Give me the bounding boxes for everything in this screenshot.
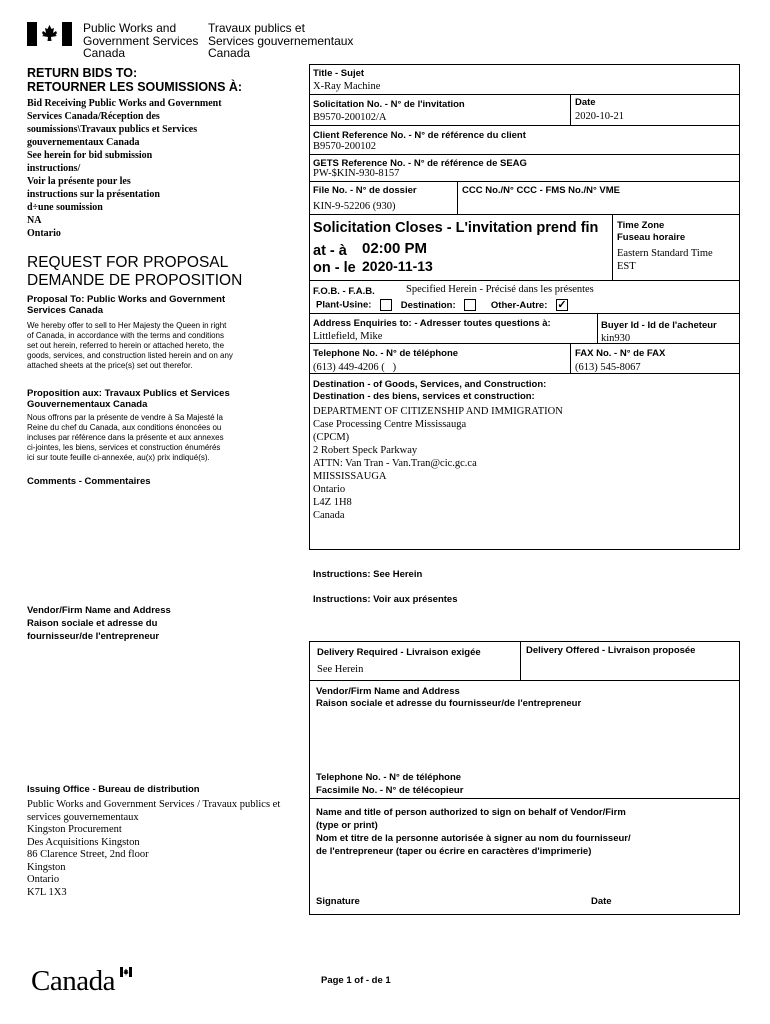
client-reference-value: B9570-200102 <box>313 141 376 152</box>
address-enquiries-value: Littlefield, Mike <box>313 331 383 342</box>
gets-reference-value: PW-$KIN-930-8157 <box>313 168 400 179</box>
canada-wordmark: Canada <box>31 965 115 997</box>
ccc-no-label: CCC No./N° CCC - FMS No./N° VME <box>462 185 621 196</box>
solicitation-no-label: Solicitation No. - N° de l'invitation <box>313 99 465 110</box>
request-for-proposal-title: REQUEST FOR PROPOSAL DEMANDE DE PROPOSITION <box>27 254 243 289</box>
solicitation-no-value: B9570-200102/A <box>313 112 387 123</box>
telephone-label: Telephone No. - N° de téléphone <box>313 348 459 359</box>
fax-value: (613) 545-8067 <box>575 362 641 373</box>
destination-goods-label: Destination - of Goods, Services, and Construction: Destination - des biens, services et construction: <box>313 379 547 402</box>
time-zone-value: Eastern Standard Time EST <box>617 248 713 272</box>
date-label: Date <box>575 97 596 108</box>
issuing-office-label: Issuing Office - Bureau de distribution <box>27 784 200 795</box>
department-name-fr: Travaux publics et Services gouvernementaux Canada <box>208 21 354 60</box>
file-no-label: File No. - N° de dossier <box>313 185 417 196</box>
proposal-to-text: We hereby offer to sell to Her Majesty the Queen in right of Canada, in accordance with the terms and conditions set out herein, referred to herein or attached hereto, the goods, services, and construction listed herein and on any attached sheets at the price(s) set out therefor. <box>27 321 233 370</box>
return-bids-address: Bid Receiving Public Works and Government Services Canada/Réception des soumissions\Travaux publics et Services gouvernementaux Canada See herein for bid submission instructions/ Voir la présente pour les instructions sur la présentation d÷une soumission NA Ontario <box>27 98 222 239</box>
authorized-signer-label: Name and title of person authorized to sign on behalf of Vendor/Firm (type or print) Nom et titre de la personne autorisée à signer au nom du fournisseur/ de l'entrepreneur (taper ou écrire en caractères d'imprimerie) <box>316 807 631 857</box>
closing-at-label: at - à <box>313 243 347 259</box>
proposal-to-label: Proposal To: Public Works and Government Services Canada <box>27 294 226 316</box>
delivery-required-label: Delivery Required - Livraison exigée <box>317 647 481 658</box>
date-value: 2020-10-21 <box>575 111 624 122</box>
closing-date-value: 2020-11-13 <box>362 258 433 274</box>
issuing-office-address: Public Works and Government Services / Travaux publics et services gouvernementaux Kingston Procurement Des Acquisitions Kingston 86 Clarence Street, 2nd floor Kingston Ontario K7L 1X3 <box>27 799 281 898</box>
other-autre-label: Other-Autre: <box>490 299 548 311</box>
plant-usine-checkbox[interactable] <box>380 299 392 311</box>
signature-label: Signature <box>316 896 360 907</box>
canada-flag-logo <box>27 22 72 46</box>
signature-date-label: Date <box>591 896 612 907</box>
plant-usine-label: Plant-Usine: <box>316 299 372 311</box>
closing-time-value: 02:00 PM <box>362 240 428 257</box>
closing-on-label: on - le <box>313 260 356 276</box>
vendor-fax-label: Facsimile No. - N° de télécopieur <box>316 785 464 796</box>
telephone-value: (613) 449-4206 ( ) <box>313 362 397 373</box>
fob-options <box>316 299 568 311</box>
buyer-id-value: kin930 <box>601 333 631 344</box>
file-no-value: KIN-9-52206 (930) <box>313 201 396 212</box>
fob-label: F.O.B. - F.A.B. <box>313 286 375 297</box>
vendor-firm-box-label: Vendor/Firm Name and Address Raison sociale et adresse du fournisseur/de l'entrepreneur <box>316 686 582 709</box>
comments-label: Comments - Commentaires <box>27 476 151 487</box>
solicitation-closes-title: Solicitation Closes - L'invitation prend fin <box>313 220 599 236</box>
return-bids-heading: RETURN BIDS TO: RETOURNER LES SOUMISSIONS À: <box>27 66 243 94</box>
destination-checkbox[interactable] <box>464 299 476 311</box>
fax-label: FAX No. - N° de FAX <box>575 348 666 359</box>
gets-reference-label: GETS Reference No. - N° de référence de SEAG <box>313 158 527 169</box>
buyer-id-label: Buyer Id - Id de l'acheteur <box>601 320 717 331</box>
delivery-offered-label: Delivery Offered - Livraison proposée <box>526 645 696 656</box>
instructions-en: Instructions: See Herein <box>313 569 423 580</box>
destination-address: DEPARTMENT OF CITIZENSHIP AND IMMIGRATION Case Processing Centre Mississauga (CPCM) 2 Robert Speck Parkway ATTN: Van Tran - Van.Tran@cic.gc.ca MIISSISSAUGA Ontario L4Z 1H8 Canada <box>313 406 563 521</box>
vendor-phone-label: Telephone No. - N° de téléphone <box>316 772 462 783</box>
instructions-fr: Instructions: Voir aux présentes <box>313 594 458 605</box>
department-name-en: Public Works and Government Services Canada <box>83 21 199 60</box>
other-autre-checkbox[interactable]: ✓ <box>557 299 567 311</box>
proposition-aux-label: Proposition aux: Travaux Publics et Services Gouvernementaux Canada <box>27 388 230 410</box>
address-enquiries-label: Address Enquiries to: - Adresser toutes questions à: <box>313 318 551 329</box>
time-zone-label: Time Zone Fuseau horaire <box>617 220 686 243</box>
fob-value: Specified Herein - Précisé dans les présentes <box>406 284 594 295</box>
delivery-required-value: See Herein <box>317 664 364 675</box>
client-reference-label: Client Reference No. - N° de référence du client <box>313 130 526 141</box>
title-label: Title - Sujet <box>313 68 365 79</box>
proposition-aux-text: Nous offrons par la présente de vendre à Sa Majesté la Reine du chef du Canada, aux conditions énoncées ou incluses par référence dans la présente et aux annexes ci-jointes, les biens, services et construction énumérés ici sur toute feuille ci-annexée, au(x) prix indiqué(s). <box>27 413 224 462</box>
wordmark-flag-icon <box>120 967 132 977</box>
destination-option-label: Destination: <box>400 299 456 311</box>
title-value: X-Ray Machine <box>313 81 381 92</box>
vendor-firm-left-label: Vendor/Firm Name and Address Raison sociale et adresse du fournisseur/de l'entrepreneur <box>27 605 171 642</box>
page-number: Page 1 of - de 1 <box>321 975 391 986</box>
